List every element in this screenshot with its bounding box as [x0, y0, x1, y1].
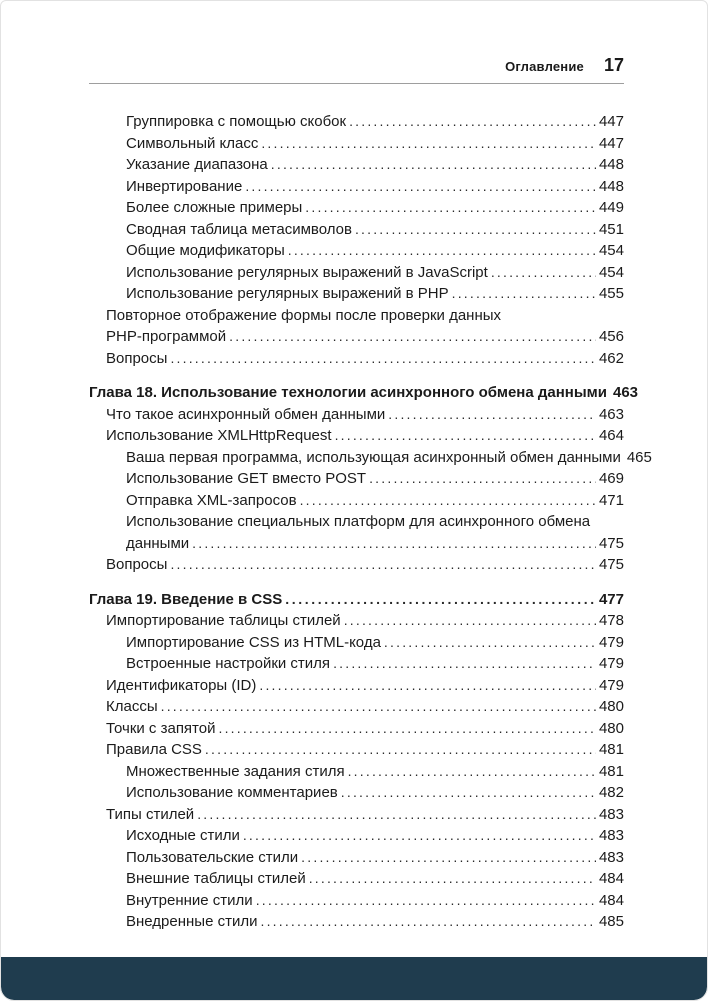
toc-entry-label: Сводная таблица метасимволов: [126, 220, 352, 238]
dot-leader: [245, 176, 596, 198]
header-page-number: 17: [603, 55, 624, 75]
toc-entry-label: Использование XMLHttpRequest: [106, 427, 332, 444]
page-header: [89, 55, 624, 84]
toc-entry: [89, 348, 624, 370]
toc-entry: [89, 219, 624, 241]
toc-entry-page: 481: [598, 762, 624, 780]
toc-entry-page: 454: [598, 242, 624, 259]
toc-entry-page: 448: [598, 156, 624, 173]
toc-entry-page: 484: [598, 891, 624, 909]
dot-leader: [491, 262, 596, 284]
dot-leader: [305, 197, 596, 219]
toc-entry-label: PHP-программой: [106, 328, 227, 345]
dot-leader: [229, 326, 596, 348]
toc-entry: [89, 782, 624, 804]
toc-entry: [89, 911, 624, 933]
toc-entry-page: 481: [598, 741, 624, 758]
dot-leader: [333, 653, 596, 675]
toc-entry-page: 469: [598, 470, 624, 487]
dot-leader: [170, 554, 596, 576]
toc-entry-label: Внешние таблицы стилей: [126, 870, 306, 887]
toc-entry: [89, 533, 624, 555]
toc-entry-page: 483: [598, 805, 624, 823]
header-title: Оглавление: [505, 59, 584, 74]
dot-leader: [243, 825, 596, 847]
header-row: [89, 55, 624, 76]
toc-entry-label: Внедренные стили: [126, 913, 258, 930]
toc-entry: [89, 133, 624, 155]
toc-entry: [89, 554, 624, 576]
toc-entry: [89, 176, 624, 198]
toc-entry-page: 483: [598, 827, 624, 844]
toc-entry-page: 480: [598, 719, 624, 737]
dot-leader: [452, 283, 596, 305]
toc-entry-page: 448: [598, 177, 624, 195]
toc-entry-page: 449: [598, 199, 624, 216]
dot-leader: [285, 589, 596, 611]
toc-entry: [89, 868, 624, 890]
toc-entry-page: 478: [598, 612, 624, 629]
toc-entry-label: Идентификаторы (ID): [106, 676, 257, 694]
dot-leader: [309, 868, 596, 890]
toc-entry: [89, 283, 624, 305]
toc-entry-label: Типы стилей: [106, 805, 195, 823]
toc-entry: [89, 468, 624, 490]
toc-entry: [89, 804, 624, 826]
dot-leader: [205, 739, 596, 761]
toc-entry-page: 479: [598, 655, 624, 672]
toc-entry-label: Указание диапазона: [126, 156, 268, 173]
toc-entry: [89, 718, 624, 740]
toc-entry-label: Использование регулярных выражений в PHP: [126, 285, 449, 302]
toc-entry-page: 480: [598, 698, 624, 715]
toc-entry-label: Использование комментариев: [126, 784, 338, 801]
toc-entry-label: Импортирование таблицы стилей: [106, 612, 341, 629]
toc-entry: [89, 425, 624, 447]
dot-leader: [341, 782, 596, 804]
toc-entry: [89, 154, 624, 176]
toc-entry: [89, 404, 624, 426]
toc-entry: [89, 653, 624, 675]
dot-leader: [388, 404, 596, 426]
dot-leader: [260, 911, 595, 933]
dot-leader: [384, 632, 596, 654]
toc-entry-label: Встроенные настройки стиля: [126, 655, 331, 672]
toc-entry: [89, 610, 624, 632]
toc-entry: [89, 739, 624, 761]
toc-entry-label: Импортирование CSS из HTML-кода: [126, 633, 381, 651]
toc-entry-label: данными: [126, 534, 190, 552]
toc-entry-label: Повторное отображение формы после проверки данных: [106, 306, 502, 324]
toc-chapter-entry: [89, 589, 624, 611]
toc-entry-page: 475: [598, 556, 624, 573]
dot-leader: [256, 890, 596, 912]
dot-leader: [192, 533, 596, 555]
toc-entry-page: 484: [598, 870, 624, 887]
toc-entry-page: 462: [598, 349, 624, 367]
dot-leader: [261, 133, 596, 155]
toc-chapter-entry: [89, 382, 639, 404]
dot-leader: [259, 675, 596, 697]
toc-entry: [89, 240, 624, 262]
footer-bar: [1, 957, 707, 1000]
toc-entry: [89, 847, 624, 869]
dot-leader: [218, 718, 595, 740]
toc-entry-label: Пользовательские стили: [126, 848, 299, 866]
toc-entry-label: Использование GET вместо POST: [126, 470, 367, 487]
toc-entry-label: Правила CSS: [106, 741, 202, 758]
toc-entry-page: 475: [598, 534, 624, 552]
toc-entry-label: Вопросы: [106, 556, 168, 573]
toc-entry: [89, 761, 624, 783]
header-rule: [89, 83, 624, 84]
toc-entry: [89, 696, 624, 718]
toc-entry-page: 477: [598, 590, 624, 608]
toc-entry-label: Вопросы: [106, 349, 168, 367]
toc-entry-label: Символьный класс: [126, 134, 259, 152]
toc-entry-page: 479: [598, 676, 624, 694]
toc-entry-label: Отправка XML-запросов: [126, 491, 297, 509]
toc-entry-page: 463: [612, 384, 639, 401]
toc-entry-page: 471: [598, 491, 624, 509]
toc-entry-label: Глава 19. Введение в CSS: [89, 590, 283, 608]
dot-leader: [170, 348, 596, 370]
toc-entry-label: Более сложные примеры: [126, 199, 303, 216]
toc-entry-page: 465: [626, 448, 652, 466]
toc-entry-label: Внутренние стили: [126, 891, 253, 909]
toc-entry-page: 455: [598, 285, 624, 302]
toc-entry: [89, 305, 624, 327]
toc-entry-label: Общие модификаторы: [126, 242, 285, 259]
toc-entry-page: 482: [598, 784, 624, 801]
toc-entry-page: 447: [598, 113, 624, 130]
dot-leader: [300, 490, 596, 512]
toc-entry-label: Глава 18. Использование технологии асинхронного обмена данными: [89, 384, 607, 401]
toc-entry: [89, 675, 624, 697]
dot-leader: [355, 219, 596, 241]
toc-entry-label: Исходные стили: [126, 827, 240, 844]
toc-entry-label: Использование специальных платформ для асинхронного обмена: [126, 513, 591, 530]
toc-entry-label: Группировка с помощью скобок: [126, 113, 347, 130]
toc-entry-label: Ваша первая программа, использующая асинхронный обмен данными: [126, 448, 621, 466]
toc-entry: [89, 632, 624, 654]
toc-entry: [89, 490, 624, 512]
dot-leader: [271, 154, 596, 176]
dot-leader: [288, 240, 596, 262]
toc-entry-label: Что такое асинхронный обмен данными: [106, 405, 386, 423]
dot-leader: [348, 761, 596, 783]
toc-entry-label: Использование регулярных выражений в JavaScript: [126, 263, 488, 281]
toc-entry: [89, 511, 624, 533]
dot-leader: [197, 804, 596, 826]
toc-entry: [89, 197, 624, 219]
toc-entry-page: 447: [598, 134, 624, 152]
toc-entry: [89, 326, 624, 348]
dot-leader: [335, 425, 596, 447]
toc-entry-label: Множественные задания стиля: [126, 762, 345, 780]
dot-leader: [344, 610, 596, 632]
dot-leader: [349, 111, 596, 133]
dot-leader: [369, 468, 596, 490]
toc-entry-label: Классы: [106, 698, 158, 715]
dot-leader: [301, 847, 596, 869]
toc-entry: [89, 111, 624, 133]
toc-entry: [89, 825, 624, 847]
toc-entry-page: 485: [598, 913, 624, 930]
toc-entry: [89, 262, 624, 284]
toc-entry-page: 463: [598, 405, 624, 423]
toc-entry-label: Инвертирование: [126, 177, 243, 195]
toc-list: [89, 111, 652, 933]
toc-entry-page: 451: [598, 220, 624, 238]
toc-entry: [89, 447, 652, 469]
dot-leader: [161, 696, 596, 718]
toc-entry-page: 464: [598, 427, 624, 444]
toc-entry-label: Точки с запятой: [106, 719, 216, 737]
toc-entry-page: 456: [598, 328, 624, 345]
toc-entry-page: 454: [598, 263, 624, 281]
toc-entry-page: 479: [598, 633, 624, 651]
toc-entry: [89, 890, 624, 912]
toc-entry-page: 483: [598, 848, 624, 866]
